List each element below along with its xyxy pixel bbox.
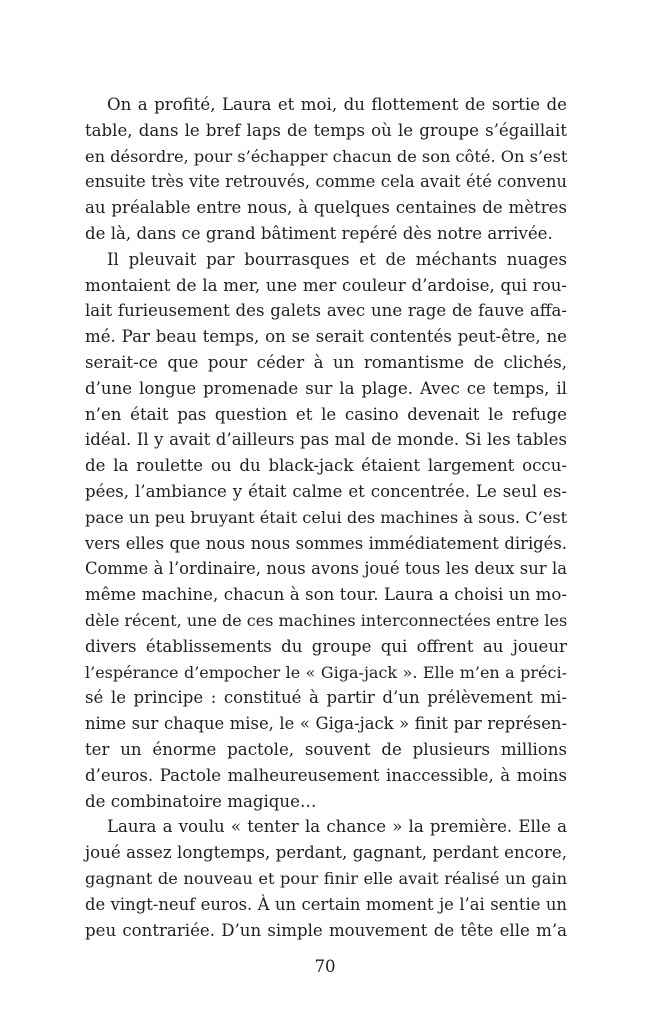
paragraph [85, 92, 567, 247]
text-line: joué assez longtemps, perdant, gagnant, perdant encore, [85, 843, 567, 863]
text-line: d’euros. Pactole malheureusement inaccessible, à moins [85, 765, 567, 785]
text-line: Laura a voulu « tenter la chance » la première. Elle a [107, 817, 567, 837]
text-line: même machine, chacun à son tour. Laura a choisi un mo- [85, 585, 567, 605]
text-line: vers elles que nous nous sommes immédiatement dirigés. [85, 533, 567, 553]
text-line: mé. Par beau temps, on se serait contentés peut-être, ne [85, 327, 567, 347]
text-line: idéal. Il y avait d’ailleurs pas mal de monde. Si les tables [85, 430, 567, 450]
text-line: en désordre, pour s’échapper chacun de son côté. On s’est [85, 146, 568, 166]
text-line: ensuite très vite retrouvés, comme cela avait été convenu [85, 172, 567, 192]
text-line: Il pleuvait par bourrasques et de méchants nuages [107, 249, 567, 269]
text-line: divers établissements du groupe qui offrent au joueur [85, 636, 567, 656]
text-line: Comme à l’ordinaire, nous avons joué tous les deux sur la [85, 559, 567, 579]
paragraph [85, 814, 567, 943]
page-number: 70 [314, 957, 336, 976]
body-text [85, 92, 567, 943]
text-line: l’espérance d’empocher le « Giga-jack ». Elle m’en a préci- [85, 662, 567, 682]
text-line: nime sur chaque mise, le « Giga-jack » finit par représen- [85, 714, 567, 734]
text-line: de vingt-neuf euros. À un certain moment je l’ai sentie un [85, 894, 567, 914]
text-line: n’en était pas question et le casino devenait le refuge [85, 404, 567, 424]
text-line: pées, l’ambiance y était calme et concentrée. Le seul es- [85, 481, 567, 501]
paragraph [85, 247, 567, 815]
text-line: lait furieusement des galets avec une rage de fauve affa- [85, 301, 567, 321]
text-line: dèle récent, une de ces machines interconnectées entre les [85, 610, 568, 630]
text-line: table, dans le bref laps de temps où le groupe s’égaillait [85, 120, 567, 140]
text-line: sé le principe : constitué à partir d’un prélèvement mi- [85, 688, 567, 708]
text-line: ter un énorme pactole, souvent de plusieurs millions [85, 739, 567, 759]
text-line: On a profité, Laura et moi, du flottement de sortie de [107, 95, 567, 114]
text-line: au préalable entre nous, à quelques centaines de mètres [85, 198, 567, 218]
text-line: gagnant de nouveau et pour finir elle avait réalisé un gain [85, 868, 567, 888]
text-line: de la roulette ou du black-jack étaient largement occu- [85, 456, 567, 476]
text-line: peu contrariée. D’un simple mouvement de tête elle m’a [85, 920, 567, 940]
text-line: d’une longue promenade sur la plage. Avec ce temps, il [85, 378, 567, 398]
text-line: de combinatoire magique… [85, 791, 317, 811]
text-line: pace un peu bruyant était celui des machines à sous. C’est [85, 507, 568, 527]
text-line: montaient de la mer, une mer couleur d’ardoise, qui rou- [85, 275, 567, 295]
text-line: serait-ce que pour céder à un romantisme de clichés, [85, 352, 567, 372]
text-line: de là, dans ce grand bâtiment repéré dès notre arrivée. [85, 223, 553, 243]
